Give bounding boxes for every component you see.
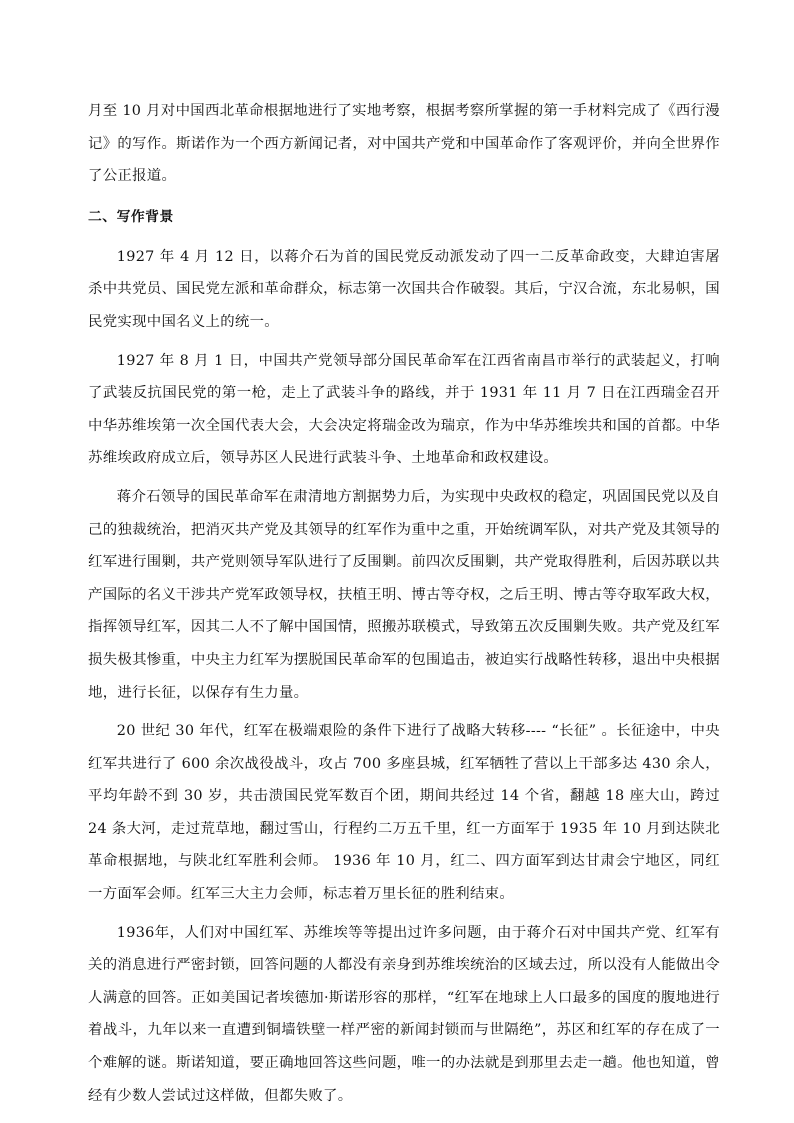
background-paragraph-4: 20 世纪 30 年代，红军在极端艰险的条件下进行了战略大转移---- “长征” 。长征途中，中央红军共进行了 600 余次战役战斗，攻占 700 多座县城，红军牺牲了营以上干部多达 430 余人，平均年龄不到 30 岁，共击溃国民党军数百个团，期间共经过 14 个省，翻越 18 座大山，跨过 24 条大河，走过荒草地，翻过雪山，行程约二万五千里，红一方面军于 1935 年 10 月到达陕北革命根据地，与陕北红军胜利会师。 1936 年 10 月，红二、四方面军到达甘肃会宁地区，同红一方面军会师。红军三大主力会师，标志着万里长征的胜利结束。 bbox=[88, 723, 720, 903]
background-paragraph-2: 1927 年 8 月 1 日，中国共产党领导部分国民革命军在江西省南昌市举行的武装起义，打响了武装反抗国民党的第一枪，走上了武装斗争的路线，并于 1931 年 11 月 7 日在江西瑞金召开中华苏维埃第一次全国代表大会，大会决定将瑞金改为瑞京，作为中华苏维埃共和国的首都。中华苏维埃政府成立后，领导苏区人民进行武装斗争、土地革命和政权建设。 bbox=[88, 352, 720, 467]
intro-continuation-paragraph: 月至 10 月对中国西北革命根据地进行了实地考察，根据考察所掌握的第一手材料完成了《西行漫记》的写作。斯诺作为一个西方新闻记者，对中国共产党和中国革命作了客观评价，并向全世界作了公正报道。 bbox=[88, 103, 720, 185]
section-heading-writing-background: 二、写作背景 bbox=[88, 208, 174, 225]
background-paragraph-3: 蒋介石领导的国民革命军在肃清地方割据势力后，为实现中央政权的稳定，巩固国民党以及自己的独裁统治，把消灭共产党及其领导的红军作为重中之重，开始统调军队，对共产党及其领导的红军进行围剿，共产党则领导军队进行了反围剿。前四次反围剿，共产党取得胜利，后因苏联以共产国际的名义干涉共产党军政领导权，扶植王明、博古等夺权，之后王明、博古等夺取军政大权，指挥领导红军，因其二人不了解中国国情，照搬苏联模式，导致第五次反围剿失败。共产党及红军损失极其惨重，中央主力红军为摆脱国民革命军的包围追击，被迫实行战略性转移，退出中央根据地，进行长征，以保存有生力量。 bbox=[88, 488, 720, 701]
background-paragraph-5: 1936年，人们对中国红军、苏维埃等等提出过许多问题，由于蒋介石对中国共产党、红军有关的消息进行严密封锁，回答问题的人都没有亲身到苏维埃统治的区域去过，所以没有人能做出令人满意的回答。正如美国记者埃德加·斯诺形容的那样，“红军在地球上人口最多的国度的腹地进行着战斗，九年以来一直遭到铜墙铁壁一样严密的新闻封锁而与世隔绝”，苏区和红军的存在成了一个难解的谜。斯诺知道，要正确地回答这些问题，唯一的办法就是到那里去走一趟。他也知道，曾经有少数人尝试过这样做，但都失败了。 bbox=[88, 924, 720, 1104]
background-paragraph-1: 1927 年 4 月 12 日，以蒋介石为首的国民党反动派发动了四一二反革命政变，大肆迫害屠杀中共党员、国民党左派和革命群众，标志第一次国共合作破裂。其后，宁汉合流，东北易帜，国民党实现中国名义上的统一。 bbox=[88, 248, 720, 330]
document-page bbox=[88, 95, 720, 1112]
